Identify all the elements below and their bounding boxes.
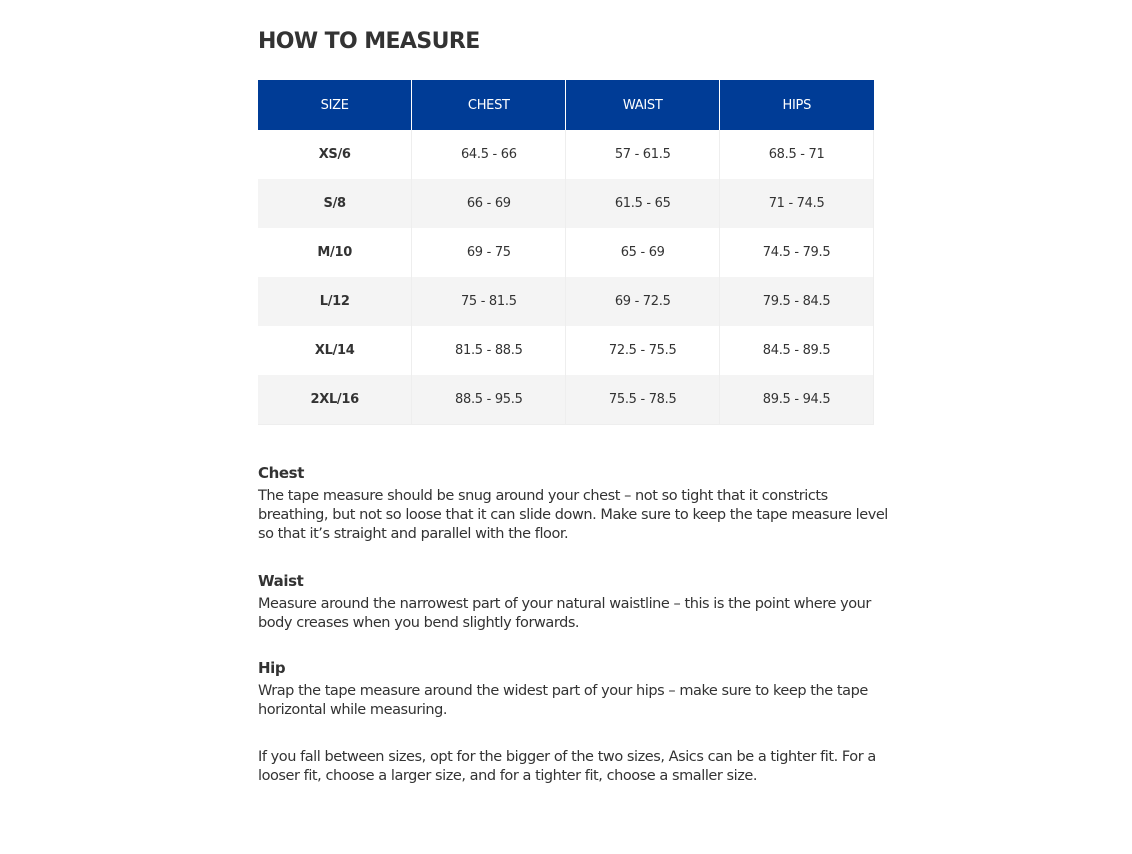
size-cell: L/12 — [258, 277, 412, 326]
size-chart-table — [258, 80, 874, 425]
column-header-chest: CHEST — [412, 80, 566, 130]
table-row — [258, 277, 874, 326]
column-header-size: SIZE — [258, 80, 412, 130]
hips-cell: 68.5 - 71 — [720, 130, 874, 179]
table-row — [258, 375, 874, 425]
size-cell: M/10 — [258, 228, 412, 277]
column-header-waist: WAIST — [566, 80, 720, 130]
table-row — [258, 326, 874, 375]
waist-cell: 61.5 - 65 — [566, 179, 720, 228]
waist-heading: Waist — [258, 572, 304, 590]
hips-cell: 89.5 - 94.5 — [720, 375, 874, 425]
hip-heading: Hip — [258, 659, 286, 677]
page-title: HOW TO MEASURE — [258, 29, 480, 54]
hips-cell: 84.5 - 89.5 — [720, 326, 874, 375]
waist-cell: 57 - 61.5 — [566, 130, 720, 179]
chest-cell: 81.5 - 88.5 — [412, 326, 566, 375]
size-cell: 2XL/16 — [258, 375, 412, 425]
waist-cell: 72.5 - 75.5 — [566, 326, 720, 375]
chest-instructions: The tape measure should be snug around your chest – not so tight that it constricts breathing, but not so loose that it can slide down. Make sure to keep the tape measure level so that it’s straight and parallel with the floor. — [258, 488, 888, 542]
waist-cell: 69 - 72.5 — [566, 277, 720, 326]
waist-cell: 65 - 69 — [566, 228, 720, 277]
waist-cell: 75.5 - 78.5 — [566, 375, 720, 425]
table-header-row — [258, 80, 874, 130]
chest-section — [258, 463, 898, 544]
table-row — [258, 130, 874, 179]
chest-cell: 66 - 69 — [412, 179, 566, 228]
table-row — [258, 228, 874, 277]
hip-section — [258, 658, 898, 720]
hips-cell: 71 - 74.5 — [720, 179, 874, 228]
chest-cell: 69 - 75 — [412, 228, 566, 277]
hip-instructions: Wrap the tape measure around the widest part of your hips – make sure to keep the tape horizontal while measuring. — [258, 683, 868, 718]
waist-section — [258, 571, 898, 633]
sizing-note: If you fall between sizes, opt for the bigger of the two sizes, Asics can be a tighter fit. For a looser fit, choose a larger size, and for a tighter fit, choose a smaller size. — [258, 749, 876, 784]
chest-cell: 88.5 - 95.5 — [412, 375, 566, 425]
column-header-hips: HIPS — [720, 80, 874, 130]
chest-cell: 64.5 - 66 — [412, 130, 566, 179]
sizing-note-section — [258, 748, 898, 786]
size-cell: S/8 — [258, 179, 412, 228]
chest-cell: 75 - 81.5 — [412, 277, 566, 326]
waist-instructions: Measure around the narrowest part of your natural waistline – this is the point where your body creases when you bend slightly forwards. — [258, 596, 871, 631]
size-cell: XS/6 — [258, 130, 412, 179]
size-cell: XL/14 — [258, 326, 412, 375]
hips-cell: 74.5 - 79.5 — [720, 228, 874, 277]
hips-cell: 79.5 - 84.5 — [720, 277, 874, 326]
table-row — [258, 179, 874, 228]
chest-heading: Chest — [258, 464, 304, 482]
